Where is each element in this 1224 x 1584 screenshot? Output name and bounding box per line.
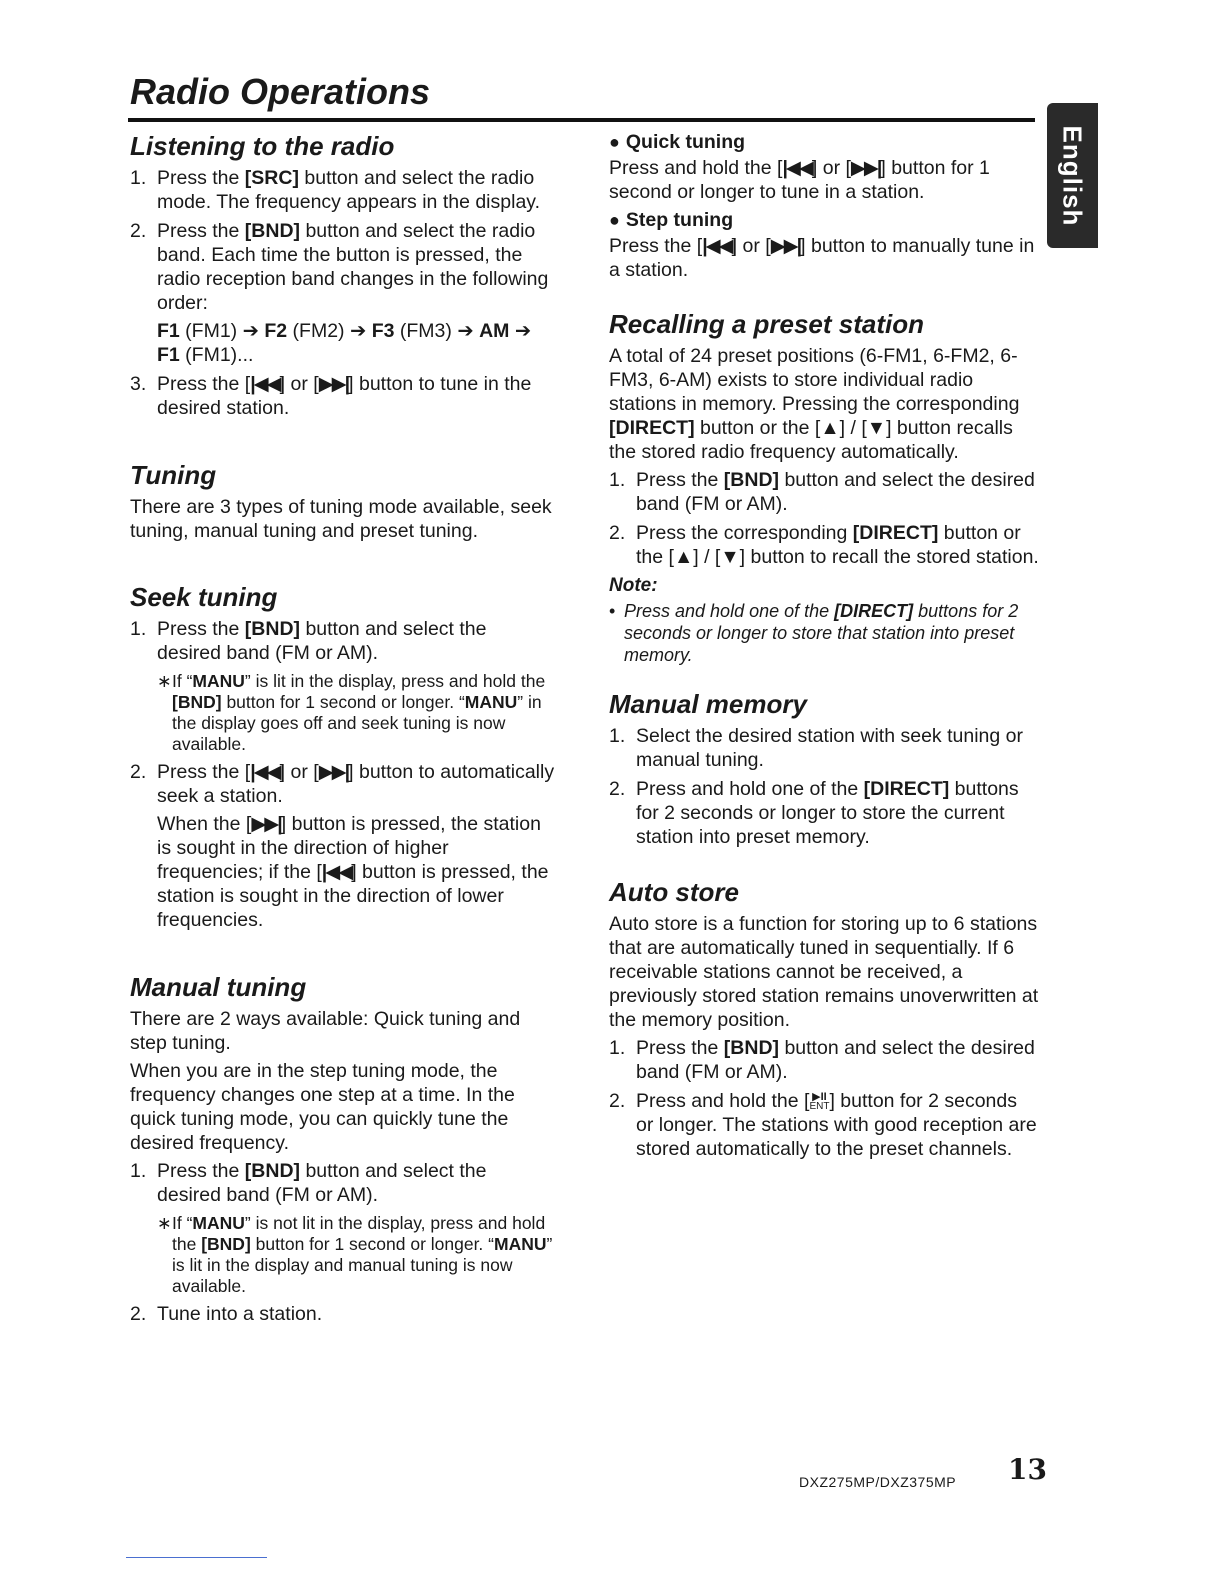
bullet-icon: ● (609, 210, 620, 230)
note-title: Note: (609, 575, 658, 596)
step-text: button and select the desired band (FM or AM). (157, 1160, 487, 1206)
prev-track-icon: |◀◀ (782, 157, 812, 179)
title-rule (128, 118, 1035, 122)
step-text: Press the (636, 1037, 724, 1059)
list-item (609, 724, 1039, 772)
step-text: ] (279, 373, 286, 395)
text: ] / [ (839, 417, 867, 439)
step-number: 2. (130, 1303, 147, 1325)
step-number: 1. (609, 725, 626, 747)
heading-text: Step tuning (625, 209, 734, 231)
note-text: Press and hold one of the (624, 601, 835, 621)
manu-note (157, 671, 555, 755)
note-text: ” is lit in the display, press and hold the (244, 671, 546, 691)
step-text: button and select the desired band (FM or AM). (157, 618, 487, 664)
note-text: ” in the display goes off and seek tuning is now available. (172, 692, 542, 754)
manual-p2: When you are in the step tuning mode, the frequency changes one step at a time. In the quick tuning mode, you can quickly tune the desired frequency. (130, 1060, 515, 1154)
asterisk-icon: ∗ (157, 671, 172, 691)
note-text: ” is lit in the display and manual tuning is now available. (172, 1234, 553, 1296)
button-label-src: [SRC] (244, 167, 299, 189)
list-item (130, 617, 555, 755)
step-number: 2. (130, 761, 147, 783)
next-track-icon: ▶▶| (770, 235, 801, 257)
preset-text (609, 344, 1039, 464)
next-track-icon: ▶▶| (850, 157, 881, 179)
text: ] button to manually tune in a station. (609, 235, 1035, 281)
footer-model: DXZ275MP/DXZ375MP (799, 1474, 957, 1490)
section-title-manual-tuning: Manual tuning (130, 972, 307, 1002)
section-preset (609, 308, 1039, 666)
text: Press and hold the [ (609, 157, 783, 179)
step-text: When the [ (157, 813, 252, 835)
up-arrow-icon: ▲ (820, 417, 840, 439)
heading-text: Quick tuning (625, 131, 746, 153)
section-tuning (130, 459, 555, 543)
list-item (130, 1302, 555, 1326)
step-number: 1. (130, 1160, 147, 1182)
step-number: 2. (609, 778, 626, 800)
step-text: Select the desired station with seek tuning or manual tuning. (636, 725, 1023, 771)
auto-store-text: Auto store is a function for storing up to 6 stations that are automatically tuned in sequentially. If 6 receivable stations cannot be received, a previously stored station remains unoverwritten at the memory position. (609, 913, 1039, 1031)
step-text: Press the [ (157, 373, 251, 395)
step-text: ] (348, 373, 354, 395)
step-number: 2. (609, 1090, 626, 1112)
preset-steps (609, 468, 1039, 569)
section-manual-memory (609, 688, 1039, 849)
display-manu: MANU (494, 1234, 547, 1254)
step-text: ] button is pressed, the station is sought in the direction of higher frequencies; if the [ (157, 813, 541, 883)
list-item (609, 777, 1039, 849)
button-label-bnd: [BND] (244, 618, 301, 640)
step-number: 2. (130, 220, 147, 242)
step-text: button and select the radio mode. The frequency appears in the display. (157, 167, 541, 213)
language-tab-label: English (1057, 125, 1088, 226)
text: ] button recalls the stored radio frequency automatically. (609, 417, 1013, 463)
quick-tuning-heading (609, 130, 1039, 154)
step-text: button to tune in the desired station. (157, 373, 532, 419)
text: button or the [ (694, 417, 821, 439)
list-item (130, 166, 555, 214)
section-listening (130, 130, 555, 420)
band-order (157, 319, 555, 367)
step-text: Press the (157, 220, 245, 242)
button-label-direct: [DIRECT] (852, 522, 939, 544)
band-f2: F2 (264, 320, 288, 342)
button-label-direct: [DIRECT] (609, 417, 695, 439)
band-fm1: (FM1) (179, 320, 243, 342)
step-text: ] / [ (693, 546, 721, 568)
listening-steps (130, 166, 555, 420)
section-title-preset: Recalling a preset station (609, 309, 924, 339)
prev-track-icon: |◀◀ (250, 373, 280, 395)
next-track-icon: ▶▶| (318, 761, 349, 783)
step-text: button and select the radio band. Each time the button is pressed, the radio reception band changes in the following order: (157, 220, 549, 314)
down-arrow-icon: ▼ (866, 417, 887, 439)
page-number: 13 (1008, 1453, 1047, 1486)
prev-track-icon: |◀◀ (702, 235, 732, 257)
manu-note (157, 1213, 555, 1297)
step-number: 1. (130, 167, 147, 189)
seek-steps (130, 617, 555, 932)
note-text: ” is not lit in the display, press and hold the (172, 1213, 546, 1254)
step-text: button and select the desired band (FM or AM). (636, 469, 1035, 515)
step-number: 1. (609, 1037, 626, 1059)
list-item (609, 1036, 1039, 1084)
step-text: ] button to recall the stored station. (739, 546, 1039, 568)
step-text: Press the corresponding (636, 522, 853, 544)
memory-steps (609, 724, 1039, 849)
step-text: ] button for 2 seconds or longer. The stations with good reception are stored automatically to the preset channels. (636, 1090, 1037, 1160)
language-tab (1047, 103, 1098, 248)
text: ] or [ (731, 235, 771, 257)
button-label-direct: [DIRECT] (863, 778, 950, 800)
preset-note (609, 600, 1039, 666)
section-title-listening: Listening to the radio (130, 131, 395, 161)
text: Press the [ (609, 235, 703, 257)
right-column (609, 130, 1039, 1166)
asterisk-icon: ∗ (157, 1213, 172, 1233)
step-text: Press and hold one of the (636, 778, 864, 800)
left-column (130, 130, 555, 1331)
button-label-bnd: [BND] (244, 1160, 301, 1182)
text: ] button for 1 second or longer to tune in a station. (609, 157, 990, 203)
down-arrow-icon: ▼ (720, 546, 740, 568)
quick-tuning-text (609, 156, 1039, 204)
band-f3: F3 (371, 320, 395, 342)
bullet-icon: ● (609, 132, 620, 152)
section-quick-tuning (609, 130, 1039, 204)
bottom-rule (126, 1557, 267, 1558)
text: A total of 24 preset positions (6-FM1, 6-FM2, 6-FM3, 6-AM) exists to store individual radio stations in memory. Pressing the corresponding (609, 345, 1020, 415)
auto-store-steps (609, 1036, 1039, 1161)
step-text: ] button is pressed, the station is sought in the direction of lower frequencies. (157, 861, 549, 931)
manual-steps (130, 1159, 555, 1326)
list-item (130, 760, 555, 932)
section-title-seek-tuning: Seek tuning (130, 582, 278, 612)
display-manu: MANU (192, 1213, 245, 1233)
button-label-bnd: [BND] (723, 1037, 780, 1059)
section-step-tuning (609, 208, 1039, 282)
list-item (130, 1159, 555, 1297)
step-text: Press the (157, 167, 245, 189)
note-text: button for 1 second or longer. “ (221, 692, 465, 712)
button-label-bnd: [BND] (723, 469, 780, 491)
note-text: If “ (172, 671, 193, 691)
tuning-text: There are 3 types of tuning mode available, seek tuning, manual tuning and preset tuning. (130, 496, 552, 542)
step-text: Tune into a station. (157, 1303, 323, 1325)
button-label-bnd: [BND] (244, 220, 301, 242)
list-item (130, 219, 555, 367)
list-item (609, 468, 1039, 516)
play-pause-icon: ▶II (812, 1091, 827, 1103)
step-number: 1. (130, 618, 147, 640)
list-item (609, 1089, 1039, 1161)
prev-track-icon: |◀◀ (250, 761, 280, 783)
play-pause-ent-icon (809, 1092, 829, 1112)
step-text: button or the [ (636, 522, 1021, 568)
list-item (609, 521, 1039, 569)
next-track-icon: ▶▶| (251, 813, 281, 835)
step-tuning-heading (609, 208, 1039, 232)
step-text: ] or [ (279, 761, 319, 783)
step-number: 2. (609, 522, 626, 544)
band-am: AM (479, 320, 510, 342)
seek-direction-text (157, 812, 555, 932)
note-text: If “ (172, 1213, 193, 1233)
note-text: button for 1 second or longer. “ (250, 1234, 494, 1254)
section-title-tuning: Tuning (130, 460, 217, 490)
step-text: Press the (157, 1160, 245, 1182)
step-number: 1. (609, 469, 626, 491)
step-text: Press and hold the [ (636, 1090, 810, 1112)
text: ] or [ (811, 157, 851, 179)
section-manual-tuning (130, 971, 555, 1326)
step-text: buttons for 2 seconds or longer to store the current station into preset memory. (636, 778, 1019, 848)
band-fm2: (FM2) (287, 320, 350, 342)
band-fm3: (FM3) (394, 320, 458, 342)
list-item (130, 372, 555, 420)
bullet-icon: • (609, 601, 616, 621)
step-tuning-text (609, 234, 1039, 282)
arrow-icon: ➔ (242, 320, 259, 342)
page-title: Radio Operations (130, 71, 431, 112)
prev-track-icon: |◀◀ (321, 861, 352, 883)
band-f1: F1 (157, 320, 180, 342)
section-auto-store (609, 876, 1039, 1161)
band-fm1: (FM1)... (179, 344, 254, 366)
section-title-auto-store: Auto store (609, 877, 739, 907)
ent-label: ENT (809, 1101, 830, 1112)
section-seek-tuning (130, 581, 555, 932)
arrow-icon: ➔ (349, 320, 367, 342)
step-text: ] button to automatically seek a station. (157, 761, 555, 807)
step-text: Press the (157, 618, 245, 640)
step-number: 3. (130, 373, 147, 395)
section-title-manual-memory: Manual memory (609, 689, 807, 719)
band-f1: F1 (157, 344, 180, 366)
button-label-direct: [DIRECT] (834, 601, 914, 621)
button-label-bnd: [BND] (201, 1234, 251, 1254)
manual-p1: There are 2 ways available: Quick tuning and step tuning. (130, 1008, 521, 1054)
display-manu: MANU (192, 671, 245, 691)
next-track-icon: ▶▶| (318, 373, 349, 395)
display-manu: MANU (464, 692, 518, 712)
button-label-bnd: [BND] (172, 692, 222, 712)
arrow-icon: ➔ (514, 320, 532, 342)
step-text: button and select the desired band (FM or AM). (636, 1037, 1035, 1083)
step-text: Press the (636, 469, 724, 491)
note-text: buttons for 2 seconds or longer to store that station into preset memory. (624, 601, 1019, 665)
step-text: or [ (285, 373, 319, 395)
step-text: Press the [ (157, 761, 251, 783)
up-arrow-icon: ▲ (673, 546, 694, 568)
arrow-icon: ➔ (457, 320, 474, 342)
